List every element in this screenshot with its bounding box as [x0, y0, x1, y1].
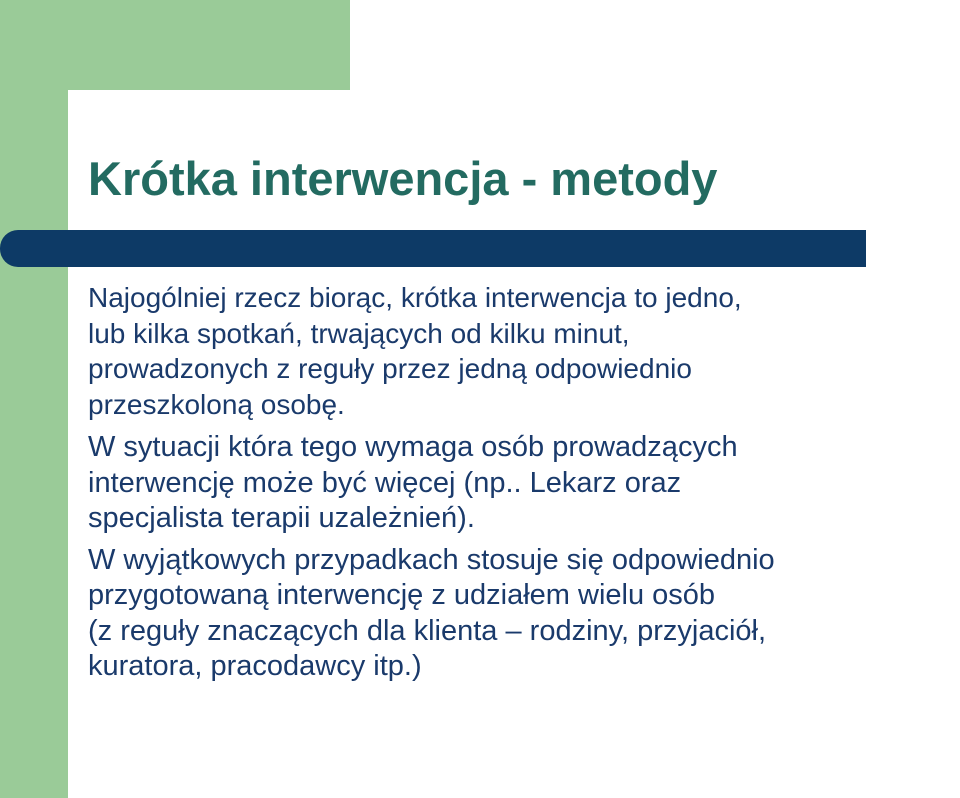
- paragraph-1-line-3: prowadzonych z reguły przez jedną odpowiednio: [88, 353, 692, 384]
- title-underline-bar: [0, 230, 866, 267]
- paragraph-3-line-4: kuratora, pracodawcy itp.): [88, 650, 422, 682]
- paragraph-2-line-3: specjalista terapii uzależnień).: [88, 502, 475, 534]
- paragraph-1-line-4: przeszkoloną osobę.: [88, 388, 345, 420]
- paragraph-2: [88, 430, 960, 537]
- paragraph-3-line-3: (z reguły znaczących dla klienta – rodziny, przyjaciół,: [88, 614, 767, 647]
- slide-body: [88, 280, 960, 685]
- paragraph-2-line-1: W sytuacji która tego wymaga osób prowadzących: [88, 431, 738, 463]
- paragraph-1-line-2: lub kilka spotkań, trwających od kilku minut,: [88, 317, 630, 349]
- slide-title: Krótka interwencja - metody: [88, 152, 718, 205]
- paragraph-3: [88, 543, 960, 685]
- paragraph-1-line-1: Najogólniej rzecz biorąc, krótka interwencja to jedno,: [88, 282, 742, 313]
- green-top-band: [0, 0, 350, 90]
- paragraph-3-line-1: W wyjątkowych przypadkach stosuje się odpowiednio: [88, 543, 775, 576]
- paragraph-1: [88, 280, 960, 422]
- paragraph-3-line-2: przygotowaną interwencję z udziałem wielu osób: [88, 579, 716, 611]
- green-left-band: [0, 0, 68, 798]
- paragraph-2-line-2: interwencję może być więcej (np.. Lekarz oraz: [88, 466, 682, 499]
